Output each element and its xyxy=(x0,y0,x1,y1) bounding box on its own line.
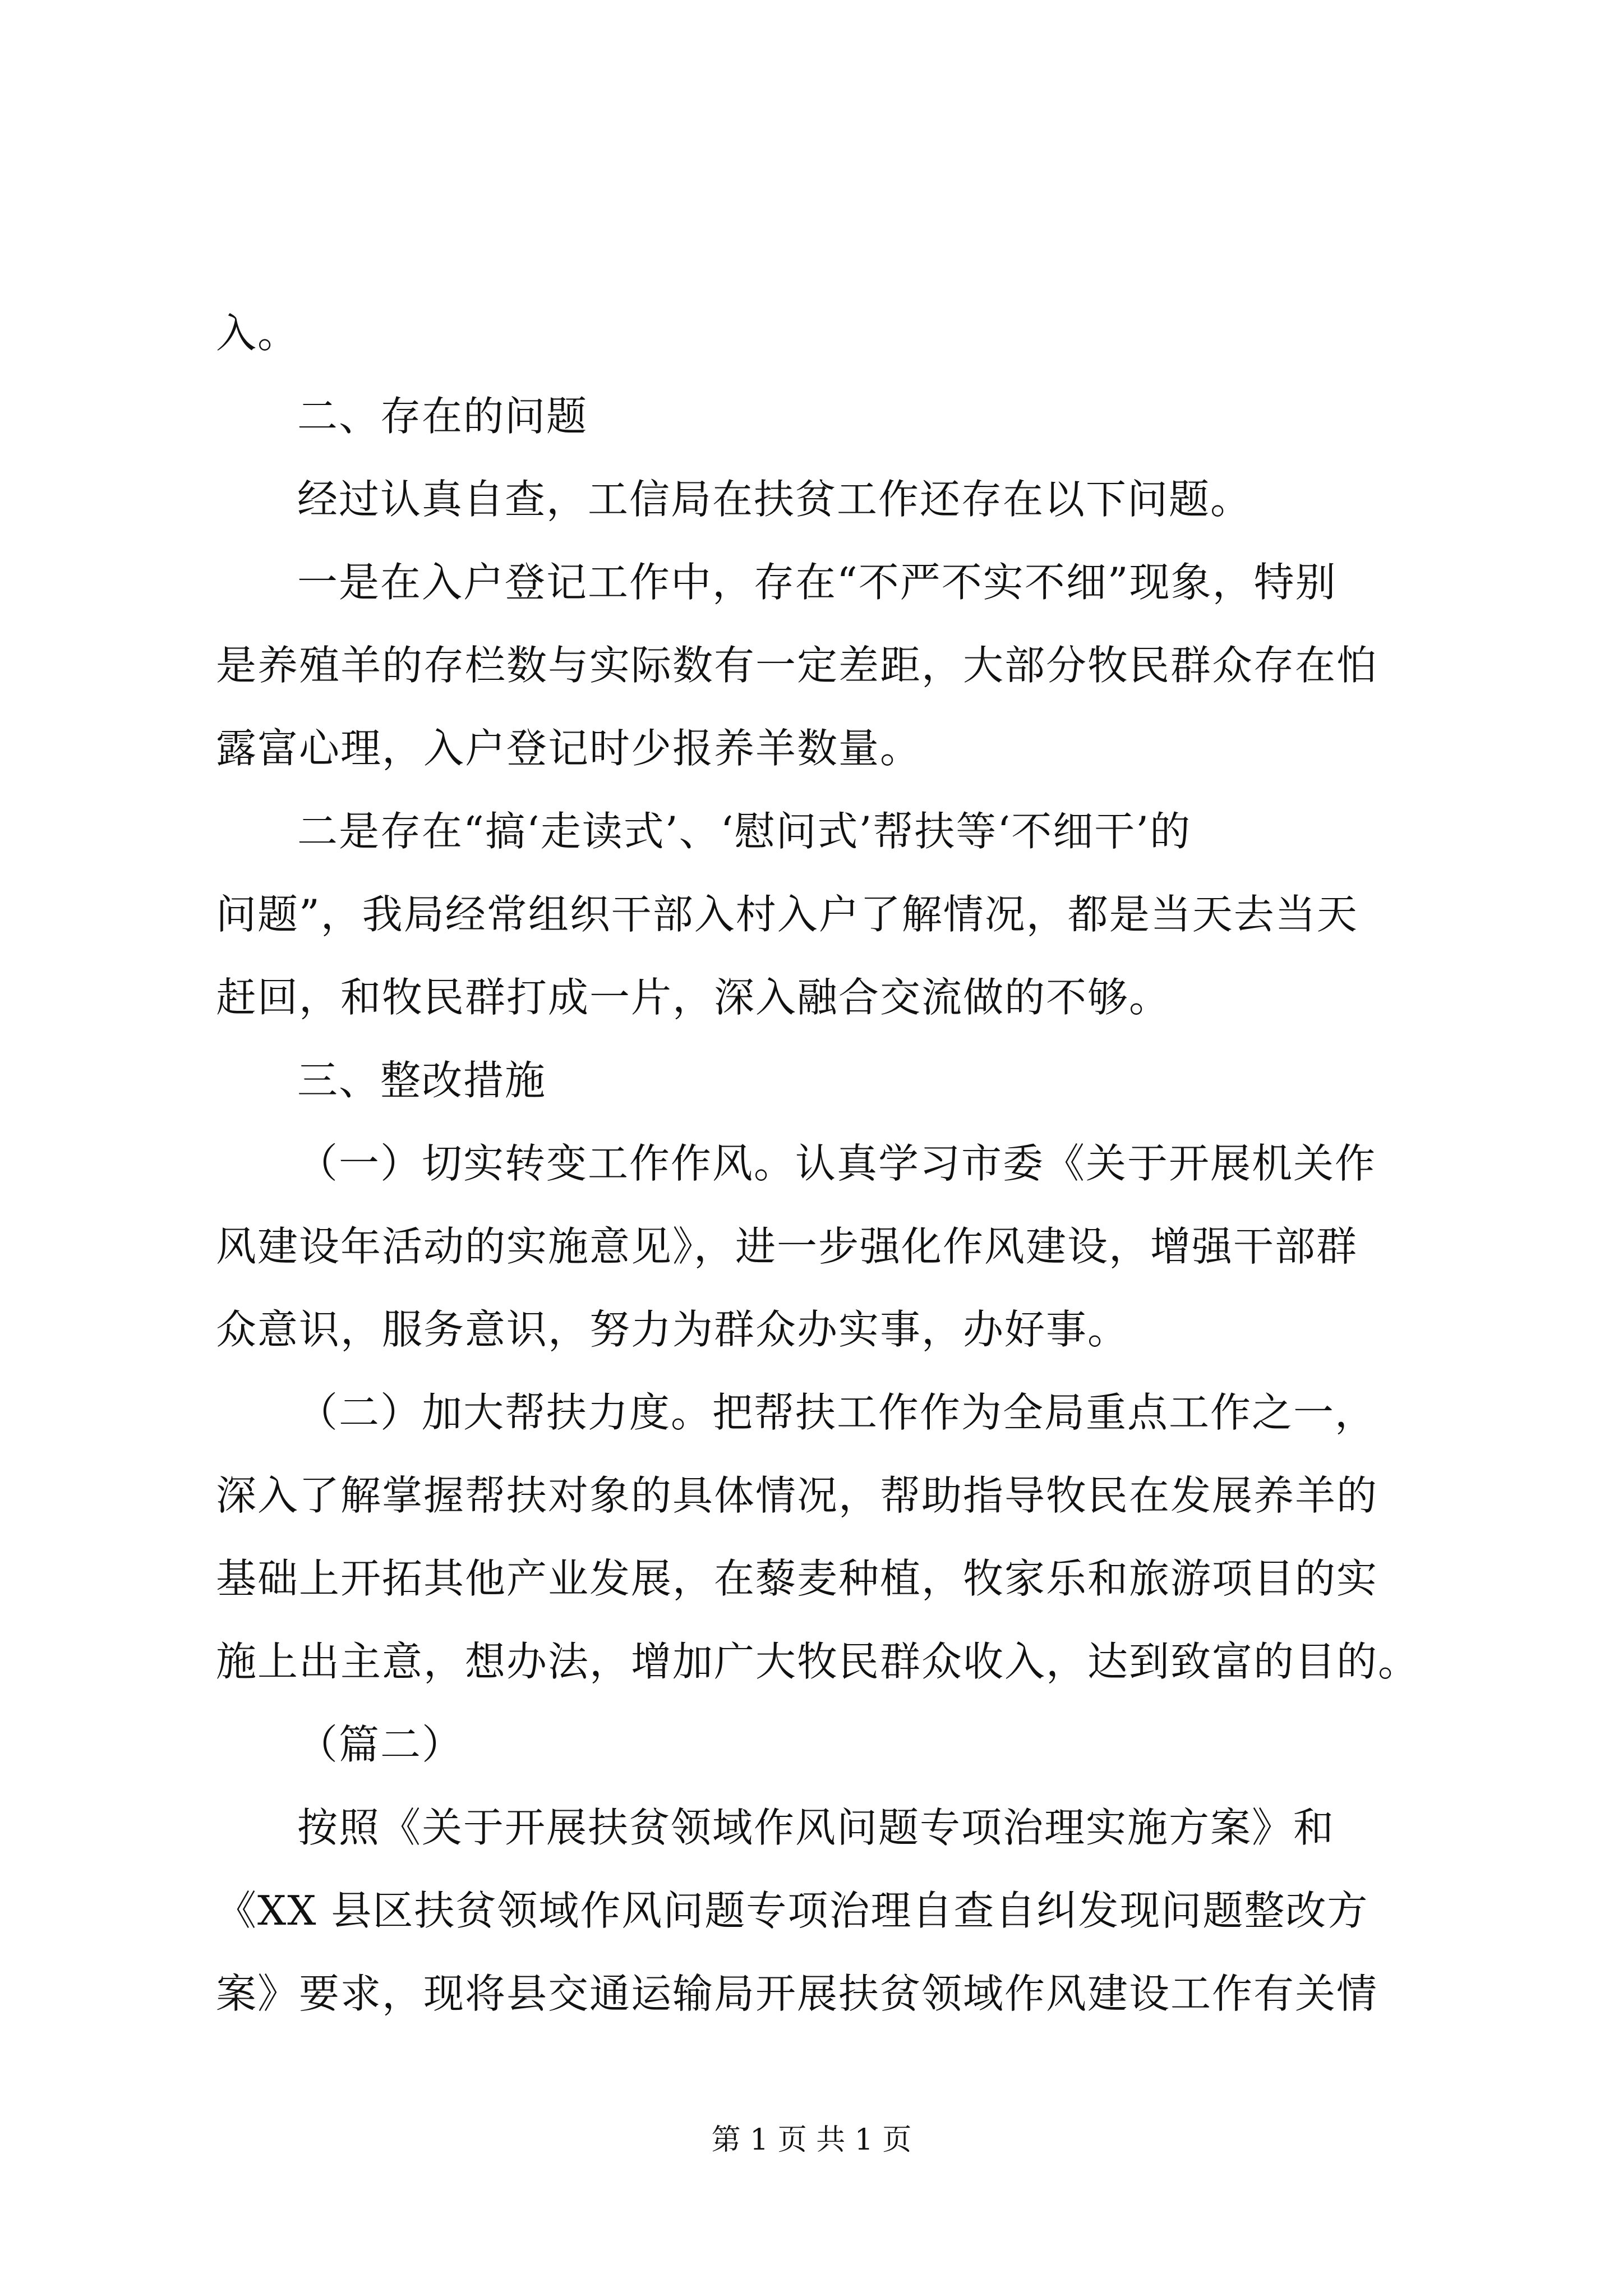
text-line: 众意识，服务意识，努力为群众办实事，办好事。 xyxy=(216,1306,1129,1353)
text-line: 深入了解掌握帮扶对象的具体情况，帮助指导牧民在发展养羊的 xyxy=(216,1472,1378,1519)
text-line: 按照《关于开展扶贫领域作风问题专项治理实施方案》和 xyxy=(297,1804,1335,1851)
text-line: 施上出主意，想办法，增加广大牧民群众收入，达到致富的目的。 xyxy=(216,1638,1420,1685)
text-line: （一）切实转变工作作风。认真学习市委《关于开展机关作 xyxy=(297,1140,1377,1187)
text-line: 《XX 县区扶贫领域作风问题专项治理自查自纠发现问题整改方 xyxy=(216,1887,1369,1934)
text-line: 问题”，我局经常组织干部入村入户了解情况，都是当天去当天 xyxy=(216,891,1358,938)
page-number-footer: 第 1 页 共 1 页 xyxy=(711,2123,912,2157)
text-line: （二）加大帮扶力度。把帮扶工作作为全局重点工作之一， xyxy=(297,1389,1377,1436)
text-line: 基础上开拓其他产业发展，在藜麦种植，牧家乐和旅游项目的实 xyxy=(216,1555,1378,1602)
text-line: 二是存在“搞‘走读式’、‘慰问式’帮扶等‘不细干’的 xyxy=(297,808,1192,855)
text-line: 一是在入户登记工作中，存在“不严不实不细”现象，特别 xyxy=(297,559,1337,606)
section-heading: 二、存在的问题 xyxy=(297,393,588,440)
section-heading: 三、整改措施 xyxy=(297,1057,547,1104)
text-line: 案》要求，现将县交通运输局开展扶贫领域作风建设工作有关情 xyxy=(216,1970,1378,2017)
section-heading: （篇二） xyxy=(297,1721,464,1768)
text-line: 风建设年活动的实施意见》，进一步强化作风建设，增强干部群 xyxy=(216,1223,1358,1270)
text-line: 露富心理，入户登记时少报养羊数量。 xyxy=(216,725,922,772)
text-line: 经过认真自查，工信局在扶贫工作还存在以下问题。 xyxy=(297,476,1252,523)
text-line: 是养殖羊的存栏数与实际数有一定差距，大部分牧民群众存在怕 xyxy=(216,642,1378,689)
text-line: 赶回，和牧民群打成一片，深入融合交流做的不够。 xyxy=(216,974,1171,1021)
text-line: 入。 xyxy=(216,310,299,357)
